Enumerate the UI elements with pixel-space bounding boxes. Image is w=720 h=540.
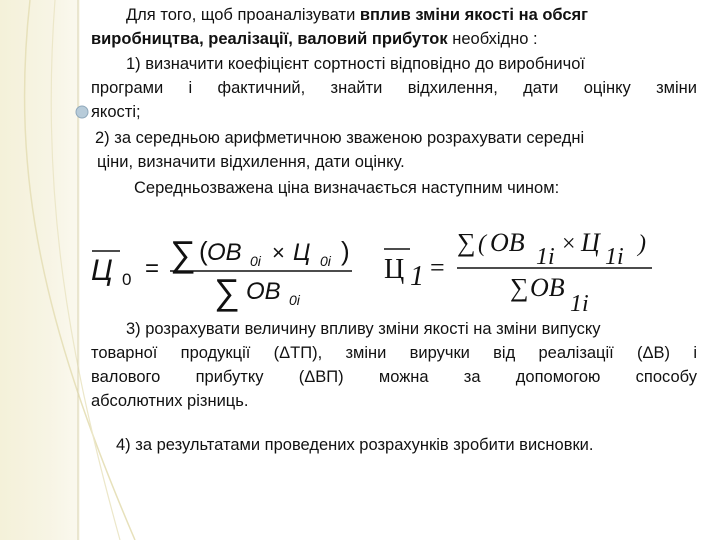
f0-den-ob-sub: 0i	[289, 292, 300, 308]
f1-num-sigma: ∑	[457, 228, 476, 257]
step3-line-3: валового прибутку (ΔВП) можна за допомогою способу	[91, 368, 697, 386]
f1-den-ob-sub: 1i	[570, 291, 589, 317]
step3-line-4: абсолютних різниць.	[91, 392, 249, 410]
f0-num-c-sub: 0i	[320, 253, 331, 269]
f1-den-sigma: ∑	[510, 273, 529, 302]
f1-num-close: )	[638, 231, 646, 257]
f0-num-ob-sub: 0i	[250, 253, 261, 269]
f0-num-ob: OB	[207, 239, 242, 266]
intro-line-1-plain: Для того, щоб проаналізувати	[126, 6, 360, 24]
intro-line-1-bold: вплив зміни якості на обсяг	[359, 6, 589, 24]
f0-eq: =	[145, 255, 160, 282]
f1-num-times: ×	[562, 231, 576, 257]
f0-lhs-letter: Ц	[91, 254, 113, 287]
f1-num-c-sub: 1i	[605, 244, 624, 270]
f0-lhs-sub: 0	[122, 270, 132, 289]
f1-num-ob: OB	[490, 228, 525, 257]
step2-line-2: ціни, визначити відхилення, дати оцінку.	[97, 153, 405, 171]
f0-num-c: Ц	[293, 239, 311, 266]
formula-current-price	[384, 228, 652, 317]
f1-lhs-sub: 1	[410, 261, 424, 292]
f1-num-open: (	[478, 231, 486, 257]
f1-num-ob-sub: 1i	[536, 244, 555, 270]
step1-line-3: якості;	[91, 103, 141, 121]
f1-num-c: Ц	[581, 228, 600, 257]
step2-line-1: 2) за середньою арифметичною зваженою розрахувати середні	[95, 129, 585, 147]
f0-den-ob: OB	[246, 278, 281, 305]
step1-line-2: програми і фактичний, знайти відхилення, дати оцінку зміни	[91, 79, 697, 97]
formula-base-price	[91, 233, 352, 312]
step4-line-1: 4) за результатами проведених розрахунків зробити висновки.	[116, 436, 594, 454]
weighted-price-text: Середньозважена ціна визначається наступним чином:	[134, 179, 560, 197]
f0-den-sigma: ∑	[214, 271, 240, 312]
f1-eq: =	[430, 253, 445, 282]
step3-line-2: товарної продукції (ΔТП), зміни виручки від реалізації (ΔВ) і	[91, 344, 697, 362]
intro-line-2-bold: виробництва, реалізації, валовий прибуток	[91, 30, 448, 48]
f0-num-open: (	[199, 236, 208, 266]
intro-line-2-plain: необхідно :	[447, 30, 538, 48]
step3-line-1: 3) розрахувати величину впливу зміни якості на зміни випуску	[126, 320, 601, 338]
step1-line-1: 1) визначити коефіцієнт сортності відповідно до виробничої	[126, 55, 585, 73]
f1-lhs-letter: Ц	[384, 254, 405, 285]
f0-num-times: ×	[272, 240, 285, 265]
f1-den-ob: OB	[530, 273, 565, 302]
f0-num-close: )	[341, 236, 350, 266]
f0-num-sigma: ∑	[170, 233, 196, 274]
